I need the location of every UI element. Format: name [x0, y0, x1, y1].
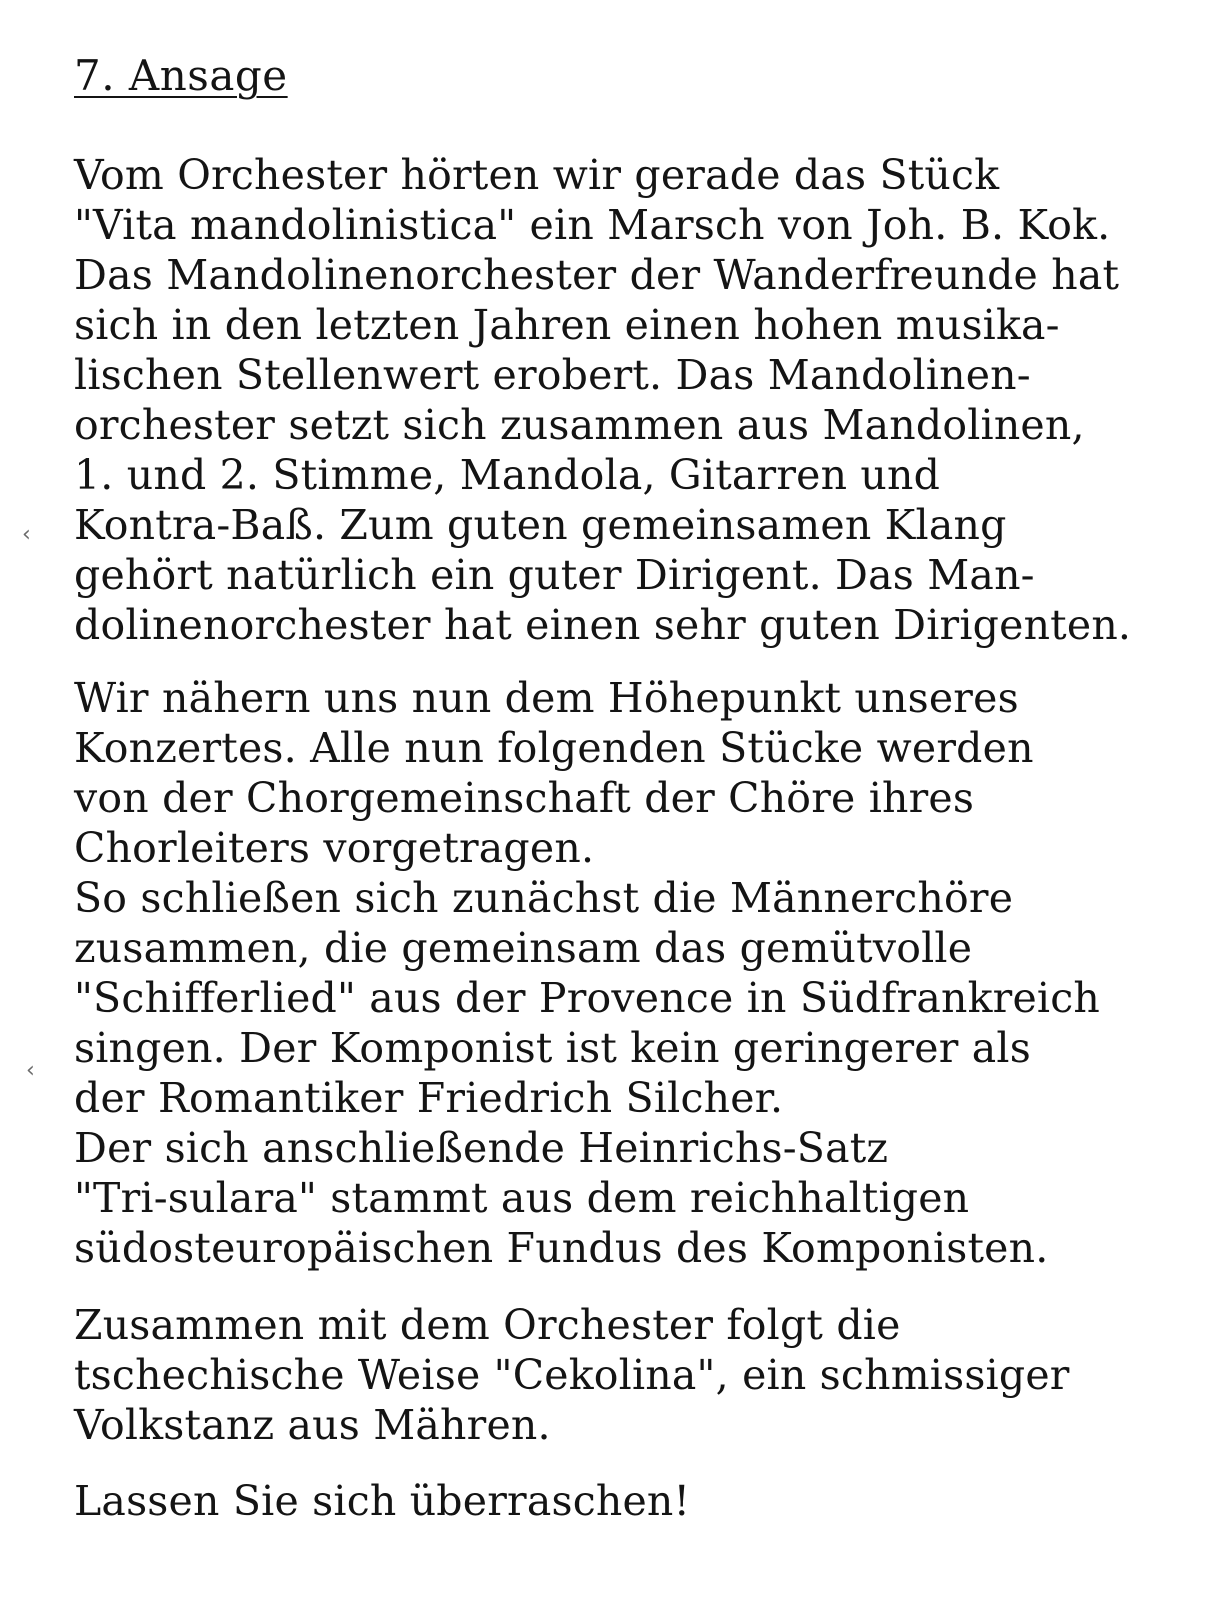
text-line: Chorleiters vorgetragen. — [74, 824, 595, 872]
text-line: "Tri-sulara" stammt aus dem reichhaltigen — [74, 1174, 970, 1222]
scan-mark: ‹ — [22, 522, 31, 547]
text-line: der Romantiker Friedrich Silcher. — [74, 1074, 784, 1122]
text-line: "Schifferlied" aus der Provence in Südfrankreich — [74, 974, 1100, 1022]
text-line: Volkstanz aus Mähren. — [74, 1401, 551, 1449]
text-line: So schließen sich zunächst die Männerchöre — [74, 874, 1014, 922]
text-line: orchester setzt sich zusammen aus Mandolinen, — [74, 401, 1085, 449]
text-line: "Vita mandolinistica" ein Marsch von Joh. B. Kok. — [74, 201, 1111, 249]
text-line: von der Chorgemeinschaft der Chöre ihres — [74, 774, 975, 822]
text-line: Konzertes. Alle nun folgenden Stücke werden — [74, 724, 1034, 772]
text-line: tschechische Weise "Cekolina", ein schmissiger — [74, 1351, 1070, 1399]
text-line: lischen Stellenwert erobert. Das Mandolinen- — [74, 351, 1031, 399]
text-line: Das Mandolinenorchester der Wanderfreunde hat — [74, 251, 1120, 299]
text-line: Zusammen mit dem Orchester folgt die — [74, 1301, 901, 1349]
text-line: dolinenorchester hat einen sehr guten Dirigenten. — [74, 601, 1132, 649]
text-line: sich in den letzten Jahren einen hohen musika- — [74, 301, 1060, 349]
text-line: Vom Orchester hörten wir gerade das Stück — [74, 151, 1000, 199]
text-line: Wir nähern uns nun dem Höhepunkt unseres — [74, 674, 1019, 722]
text-line: gehört natürlich ein guter Dirigent. Das Man- — [74, 551, 1035, 599]
text-line: 1. und 2. Stimme, Mandola, Gitarren und — [74, 451, 941, 499]
text-line: Der sich anschließende Heinrichs-Satz — [74, 1124, 889, 1172]
text-line: zusammen, die gemeinsam das gemütvolle — [74, 924, 973, 972]
text-line: südosteuropäischen Fundus des Komponisten. — [74, 1224, 1049, 1272]
text-line: singen. Der Komponist ist kein geringerer als — [74, 1024, 1031, 1072]
text-line: Kontra-Baß. Zum guten gemeinsamen Klang — [74, 501, 1007, 549]
text-line: Lassen Sie sich überraschen! — [74, 1477, 691, 1525]
scan-mark: ‹ — [26, 1058, 35, 1083]
section-heading: 7. Ansage — [74, 51, 288, 100]
